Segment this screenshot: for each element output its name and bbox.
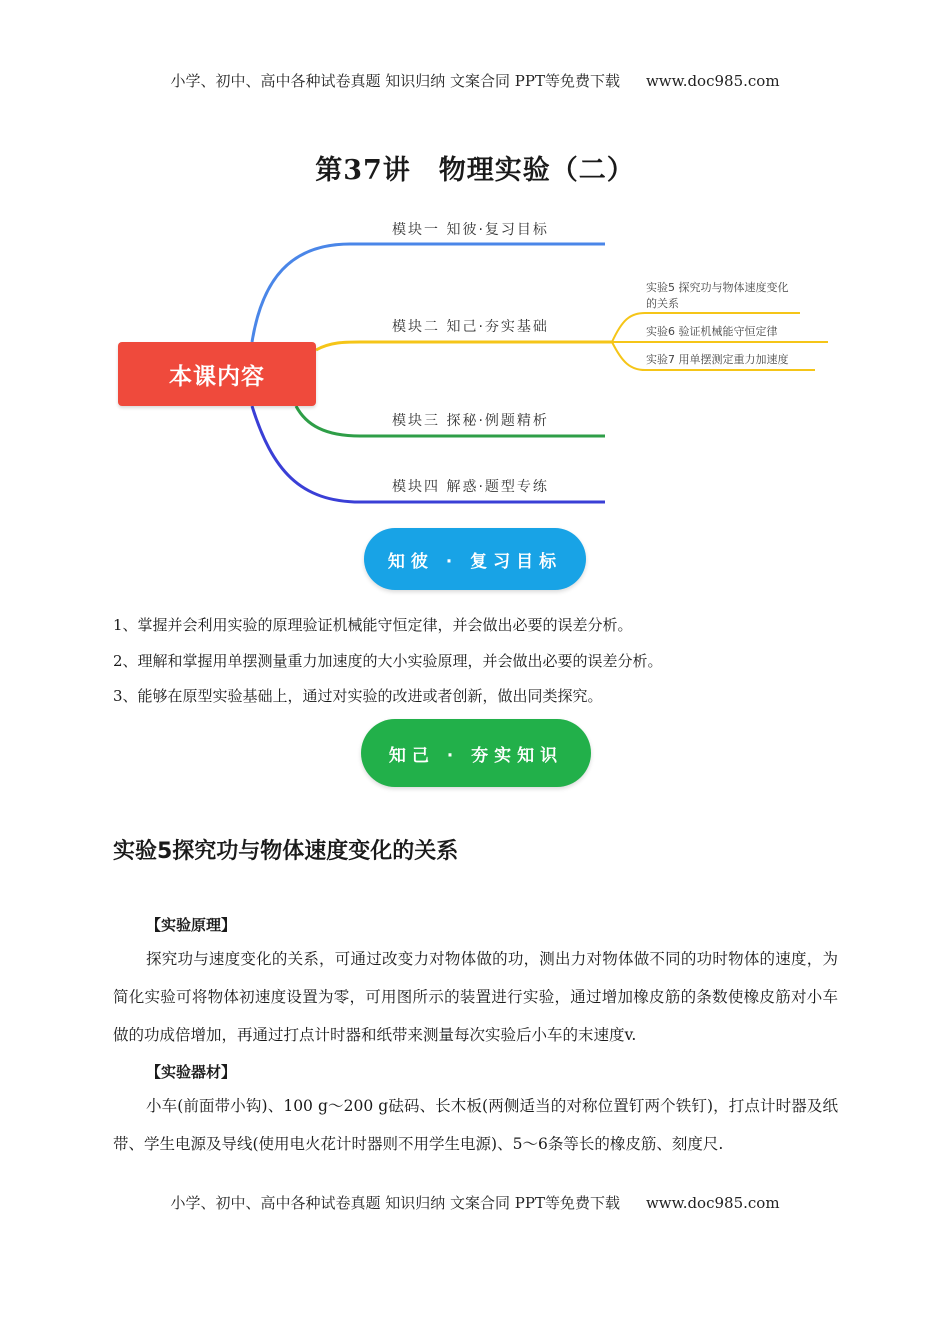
sub-item-3: 实验7 用单摆测定重力加速度 xyxy=(646,353,789,366)
review-goals-banner: 知彼 · 复习目标 xyxy=(364,528,586,590)
page-footer xyxy=(0,1192,950,1213)
sub-item-1: 实验5 探究功与物体速度变化的关系 xyxy=(646,281,789,310)
footer-url[interactable]: www.doc985.com xyxy=(645,1194,780,1212)
equipment-paragraph: 小车(前面带小钩)、100 g～200 g砝码、长木板(两侧适当的对称位置钉两个铁钉)，打点计时器及纸带、学生电源及导线(使用电火花计时器则不用学生电源)、5～6条等长的橡皮筋、刻度尺. xyxy=(113,1097,838,1153)
goal-item-2: 2、理解和掌握用单摆测量重力加速度的大小实验原理，并会做出必要的误差分析。 xyxy=(113,652,663,670)
mindmap xyxy=(0,200,950,520)
branch-1-label: 模块一 知彼·复习目标 xyxy=(392,222,549,238)
section-title: 实验5探究功与物体速度变化的关系 xyxy=(113,839,459,864)
page-title: 第37讲 物理实验（二） xyxy=(315,155,635,186)
footer-text: 小学、初中、高中各种试卷真题 知识归纳 文案合同 PPT等免费下载 xyxy=(170,1194,620,1212)
foundation-banner: 知己 · 夯实知识 xyxy=(361,719,591,787)
principle-paragraph: 探究功与速度变化的关系，可通过改变力对物体做的功，测出力对物体做不同的功时物体的速度，为简化实验可将物体初速度设置为零，可用图所示的装置进行实验，通过增加橡皮筋的条数使橡皮筋对小车做的功成倍增加，再通过打点计时器和纸带来测量每次实验后小车的末速度v. xyxy=(113,950,838,1044)
header-text: 小学、初中、高中各种试卷真题 知识归纳 文案合同 PPT等免费下载 xyxy=(170,72,620,90)
goal-item-1: 1、掌握并会利用实验的原理验证机械能守恒定律，并会做出必要的误差分析。 xyxy=(113,616,633,634)
header-url[interactable]: www.doc985.com xyxy=(645,72,780,90)
goal-item-3: 3、能够在原型实验基础上，通过对实验的改进或者创新，做出同类探究。 xyxy=(113,687,603,705)
branch-2-label: 模块二 知己·夯实基础 xyxy=(392,319,549,335)
branch-2-line xyxy=(316,342,612,350)
mindmap-center: 本课内容 xyxy=(118,342,316,406)
branch-3-label: 模块三 探秘·例题精析 xyxy=(392,413,549,429)
equipment-heading: 【实验器材】 xyxy=(146,1063,237,1081)
page-header xyxy=(0,70,950,91)
principle-heading: 【实验原理】 xyxy=(146,916,237,934)
sub-item-2: 实验6 验证机械能守恒定律 xyxy=(646,325,778,338)
branch-4-label: 模块四 解惑·题型专练 xyxy=(392,479,549,495)
